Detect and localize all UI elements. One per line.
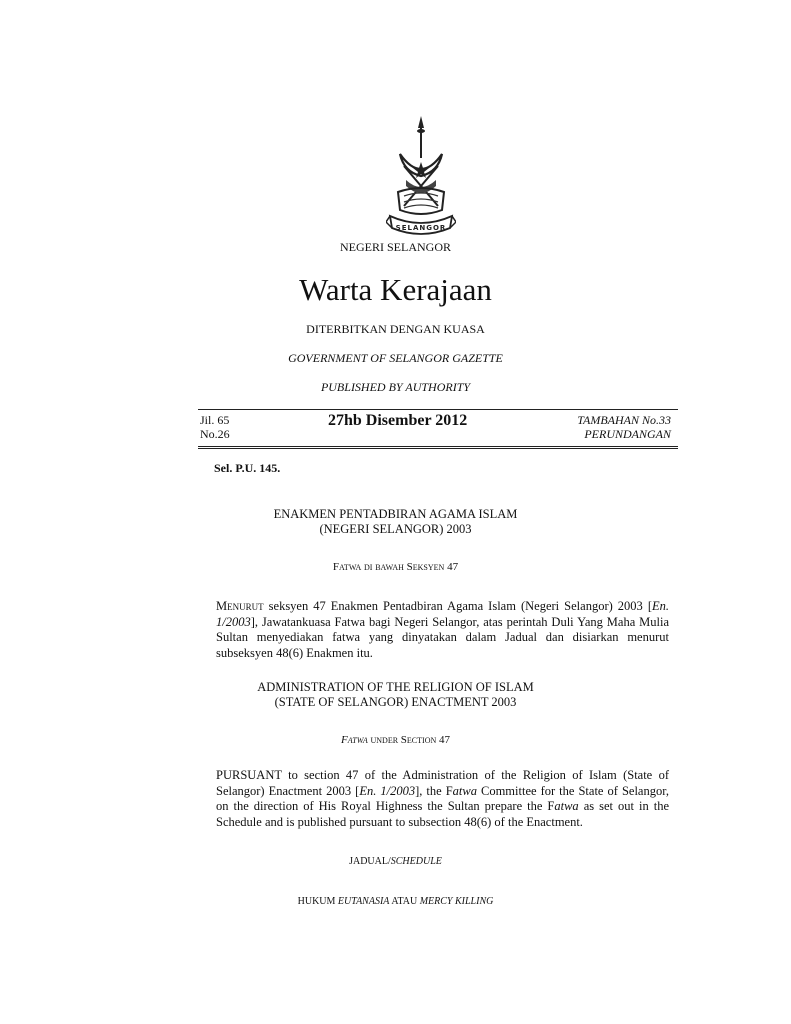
gazette-title: Warta Kerajaan <box>299 272 492 307</box>
masthead-line-1: DITERBITKAN DENGAN KUASA <box>306 322 485 336</box>
malay-body-paragraph <box>216 599 669 661</box>
volume-block <box>200 413 230 441</box>
schedule-topic-3: ATAU <box>389 896 420 907</box>
english-body-fatwa-2: atwa <box>554 799 579 813</box>
malay-body-enactment-ref: En. 1/2003 <box>216 599 669 629</box>
divider-bottom-double <box>198 448 678 449</box>
selangor-crest-logo <box>386 114 456 242</box>
english-act-title-line-2: (STATE OF SELANGOR) ENACTMENT 2003 <box>274 695 517 709</box>
english-body-part-1: PURSUANT to section 47 of the Administration of the Religion of Islam (State of Selangor) Enactment 2003 [ <box>216 768 669 798</box>
publication-reference: Sel. P.U. 145. <box>214 461 281 475</box>
malay-body-part-2: ], Jawatankuasa Fatwa bagi Negeri Selangor, atas perintah Duli Yang Maha Mulia Sultan menyediakan fatwa yang dinyatakan dalam Jadual dan disiarkan menurut subseksyen 48(6) Enakmen itu. <box>216 614 669 660</box>
crest-banner-text: SELANGOR <box>395 224 447 232</box>
schedule-topic-4: MERCY KILLING <box>419 896 494 907</box>
schedule-label <box>0 856 791 867</box>
issue-number: No.26 <box>200 427 230 441</box>
schedule-topic-2: EUTANASIA <box>337 896 390 907</box>
english-body-part-4: as set out in the Schedule and is published pursuant to subsection 48(6) of the Enactment. <box>216 799 669 829</box>
masthead-line-3: PUBLISHED BY AUTHORITY <box>320 380 471 394</box>
supplement-block <box>577 413 671 441</box>
english-body-part-3: Committee for the State of Selangor, on the direction of His Royal Highness the Sultan prepare the F <box>216 783 670 813</box>
english-body-fatwa-1: atwa <box>452 783 477 798</box>
english-fatwa-rest: under Section 47 <box>367 734 451 746</box>
malay-body-part-1: seksyen 47 Enakmen Pentadbiran Agama Islam (Negeri Selangor) 2003 [ <box>263 599 652 613</box>
issue-date: 27hb Disember 2012 <box>328 412 468 429</box>
supplement-number: TAMBAHAN No.33 <box>577 413 671 427</box>
state-name: NEGERI SELANGOR <box>340 240 451 254</box>
divider-top <box>198 409 678 410</box>
english-fatwa-heading <box>0 733 791 748</box>
malay-body-lead: Menurut <box>216 599 264 613</box>
volume-number: Jil. 65 <box>200 413 230 427</box>
divider-bottom <box>198 446 678 447</box>
supplement-category: PERUNDANGAN <box>584 427 671 441</box>
english-body-paragraph <box>216 768 669 830</box>
english-fatwa-word: Fatwa <box>340 734 368 746</box>
schedule-topic-1: HUKUM <box>297 896 338 907</box>
schedule-topic <box>0 896 791 907</box>
malay-fatwa-heading: Fatwa di bawah Seksyen 47 <box>332 561 459 573</box>
english-act-title-line-1: ADMINISTRATION OF THE RELIGION OF ISLAM <box>257 680 534 694</box>
schedule-label-english: SCHEDULE <box>390 856 442 867</box>
schedule-label-malay: JADUAL/ <box>349 856 391 867</box>
english-body-part-2: ], the F <box>415 783 453 798</box>
english-body-enactment-ref: En. 1/2003 <box>359 783 416 798</box>
english-act-title <box>0 680 791 710</box>
malay-act-title-line-1: ENAKMEN PENTADBIRAN AGAMA ISLAM <box>273 507 518 521</box>
masthead-line-2: GOVERNMENT OF SELANGOR GAZETTE <box>288 351 503 365</box>
malay-act-title-line-2: (NEGERI SELANGOR) 2003 <box>319 522 472 536</box>
malay-act-title <box>0 507 791 537</box>
